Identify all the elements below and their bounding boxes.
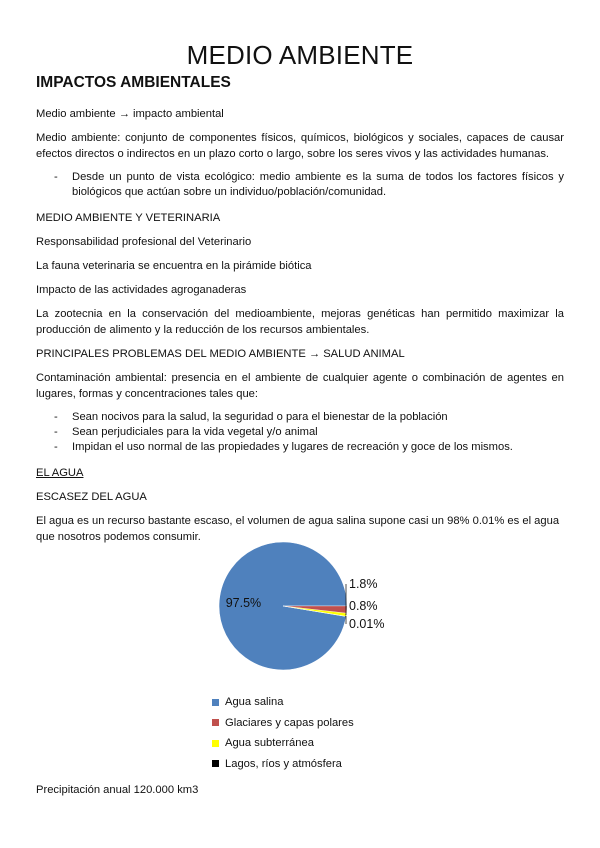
paragraph-definicion: Medio ambiente: conjunto de componentes físicos, químicos, biológicos y sociales, capaces de causar efectos directos o indirectos en un plazo corto o largo, sobre los seres vivos y las actividades humanas. xyxy=(36,132,564,160)
list-item: - Impidan el uso normal de las propiedades y lugares de recreación y goce de los mismos. xyxy=(36,440,564,455)
pie-chart-svg xyxy=(0,540,600,690)
paragraph-agua-escaso: El agua es un recurso bastante escaso, el volumen de agua salina supone casi un 98% 0.01% es el agua que nosotros podemos consumir. xyxy=(36,515,560,543)
list-item: - Desde un punto de vista ecológico: medio ambiente es la suma de todos los factores físicos y biológicos que actúan sobre un individuo/población/comunidad. xyxy=(36,170,564,200)
paragraph-fauna: La fauna veterinaria se encuentra en la pirámide biótica xyxy=(36,260,312,272)
legend-label: Agua subterránea xyxy=(225,737,314,750)
paragraph-impacto: Medio ambiente → impacto ambiental xyxy=(36,108,224,120)
page-title: MEDIO AMBIENTE xyxy=(186,40,414,70)
bullet-list-ecologico xyxy=(36,170,564,200)
paragraph-problemas-heading: PRINCIPALES PROBLEMAS DEL MEDIO AMBIENTE → SALUD ANIMAL xyxy=(36,348,405,360)
legend-label: Glaciares y capas polares xyxy=(225,716,354,729)
data-label-lagos: 0.01% xyxy=(349,617,385,631)
legend-label: Lagos, ríos y atmósfera xyxy=(225,757,342,770)
paragraph-responsabilidad: Responsabilidad profesional del Veterinario xyxy=(36,236,252,248)
list-item: - Sean nocivos para la salud, la seguridad o para el bienestar de la población xyxy=(36,410,564,425)
data-label-subterranea: 0.8% xyxy=(349,599,378,613)
paragraph-veterinaria-heading: MEDIO AMBIENTE Y VETERINARIA xyxy=(36,212,221,224)
paragraph-impacto-agro: Impacto de las actividades agroganaderas xyxy=(36,284,247,296)
legend-swatch-lagos xyxy=(212,760,219,767)
legend-item xyxy=(212,713,354,734)
legend-item xyxy=(212,733,354,754)
legend-swatch-glaciares xyxy=(212,719,219,726)
paragraph-zootecnia: La zootecnia en la conservación del medioambiente, mejoras genéticas han permitido maximizar la producción de alimento y la reducción de los recursos ambientales. xyxy=(36,308,564,336)
data-label-glaciares: 1.8% xyxy=(349,577,378,591)
legend-item xyxy=(212,692,354,713)
bullet-list-contaminacion xyxy=(36,410,564,455)
chart-legend xyxy=(212,692,354,774)
legend-item xyxy=(212,754,354,775)
section-heading: IMPACTOS AMBIENTALES xyxy=(36,74,231,91)
legend-label: Agua salina xyxy=(225,696,284,709)
paragraph-precipitacion: Precipitación anual 120.000 km3 xyxy=(36,784,199,796)
legend-swatch-salina xyxy=(212,699,219,706)
paragraph-contaminacion: Contaminación ambiental: presencia en el ambiente de cualquier agente o combinación de agentes en lugares, formas y concentraciones tales que: xyxy=(36,372,564,400)
document-page xyxy=(36,0,564,553)
paragraph-escasez: ESCASEZ DEL AGUA xyxy=(36,491,147,503)
data-label-agua-salina: 97.5% xyxy=(225,595,262,610)
list-item: - Sean perjudiciales para la vida vegetal y/o animal xyxy=(36,425,564,440)
legend-swatch-subterranea xyxy=(212,740,219,747)
paragraph-el-agua: EL AGUA xyxy=(36,467,84,479)
